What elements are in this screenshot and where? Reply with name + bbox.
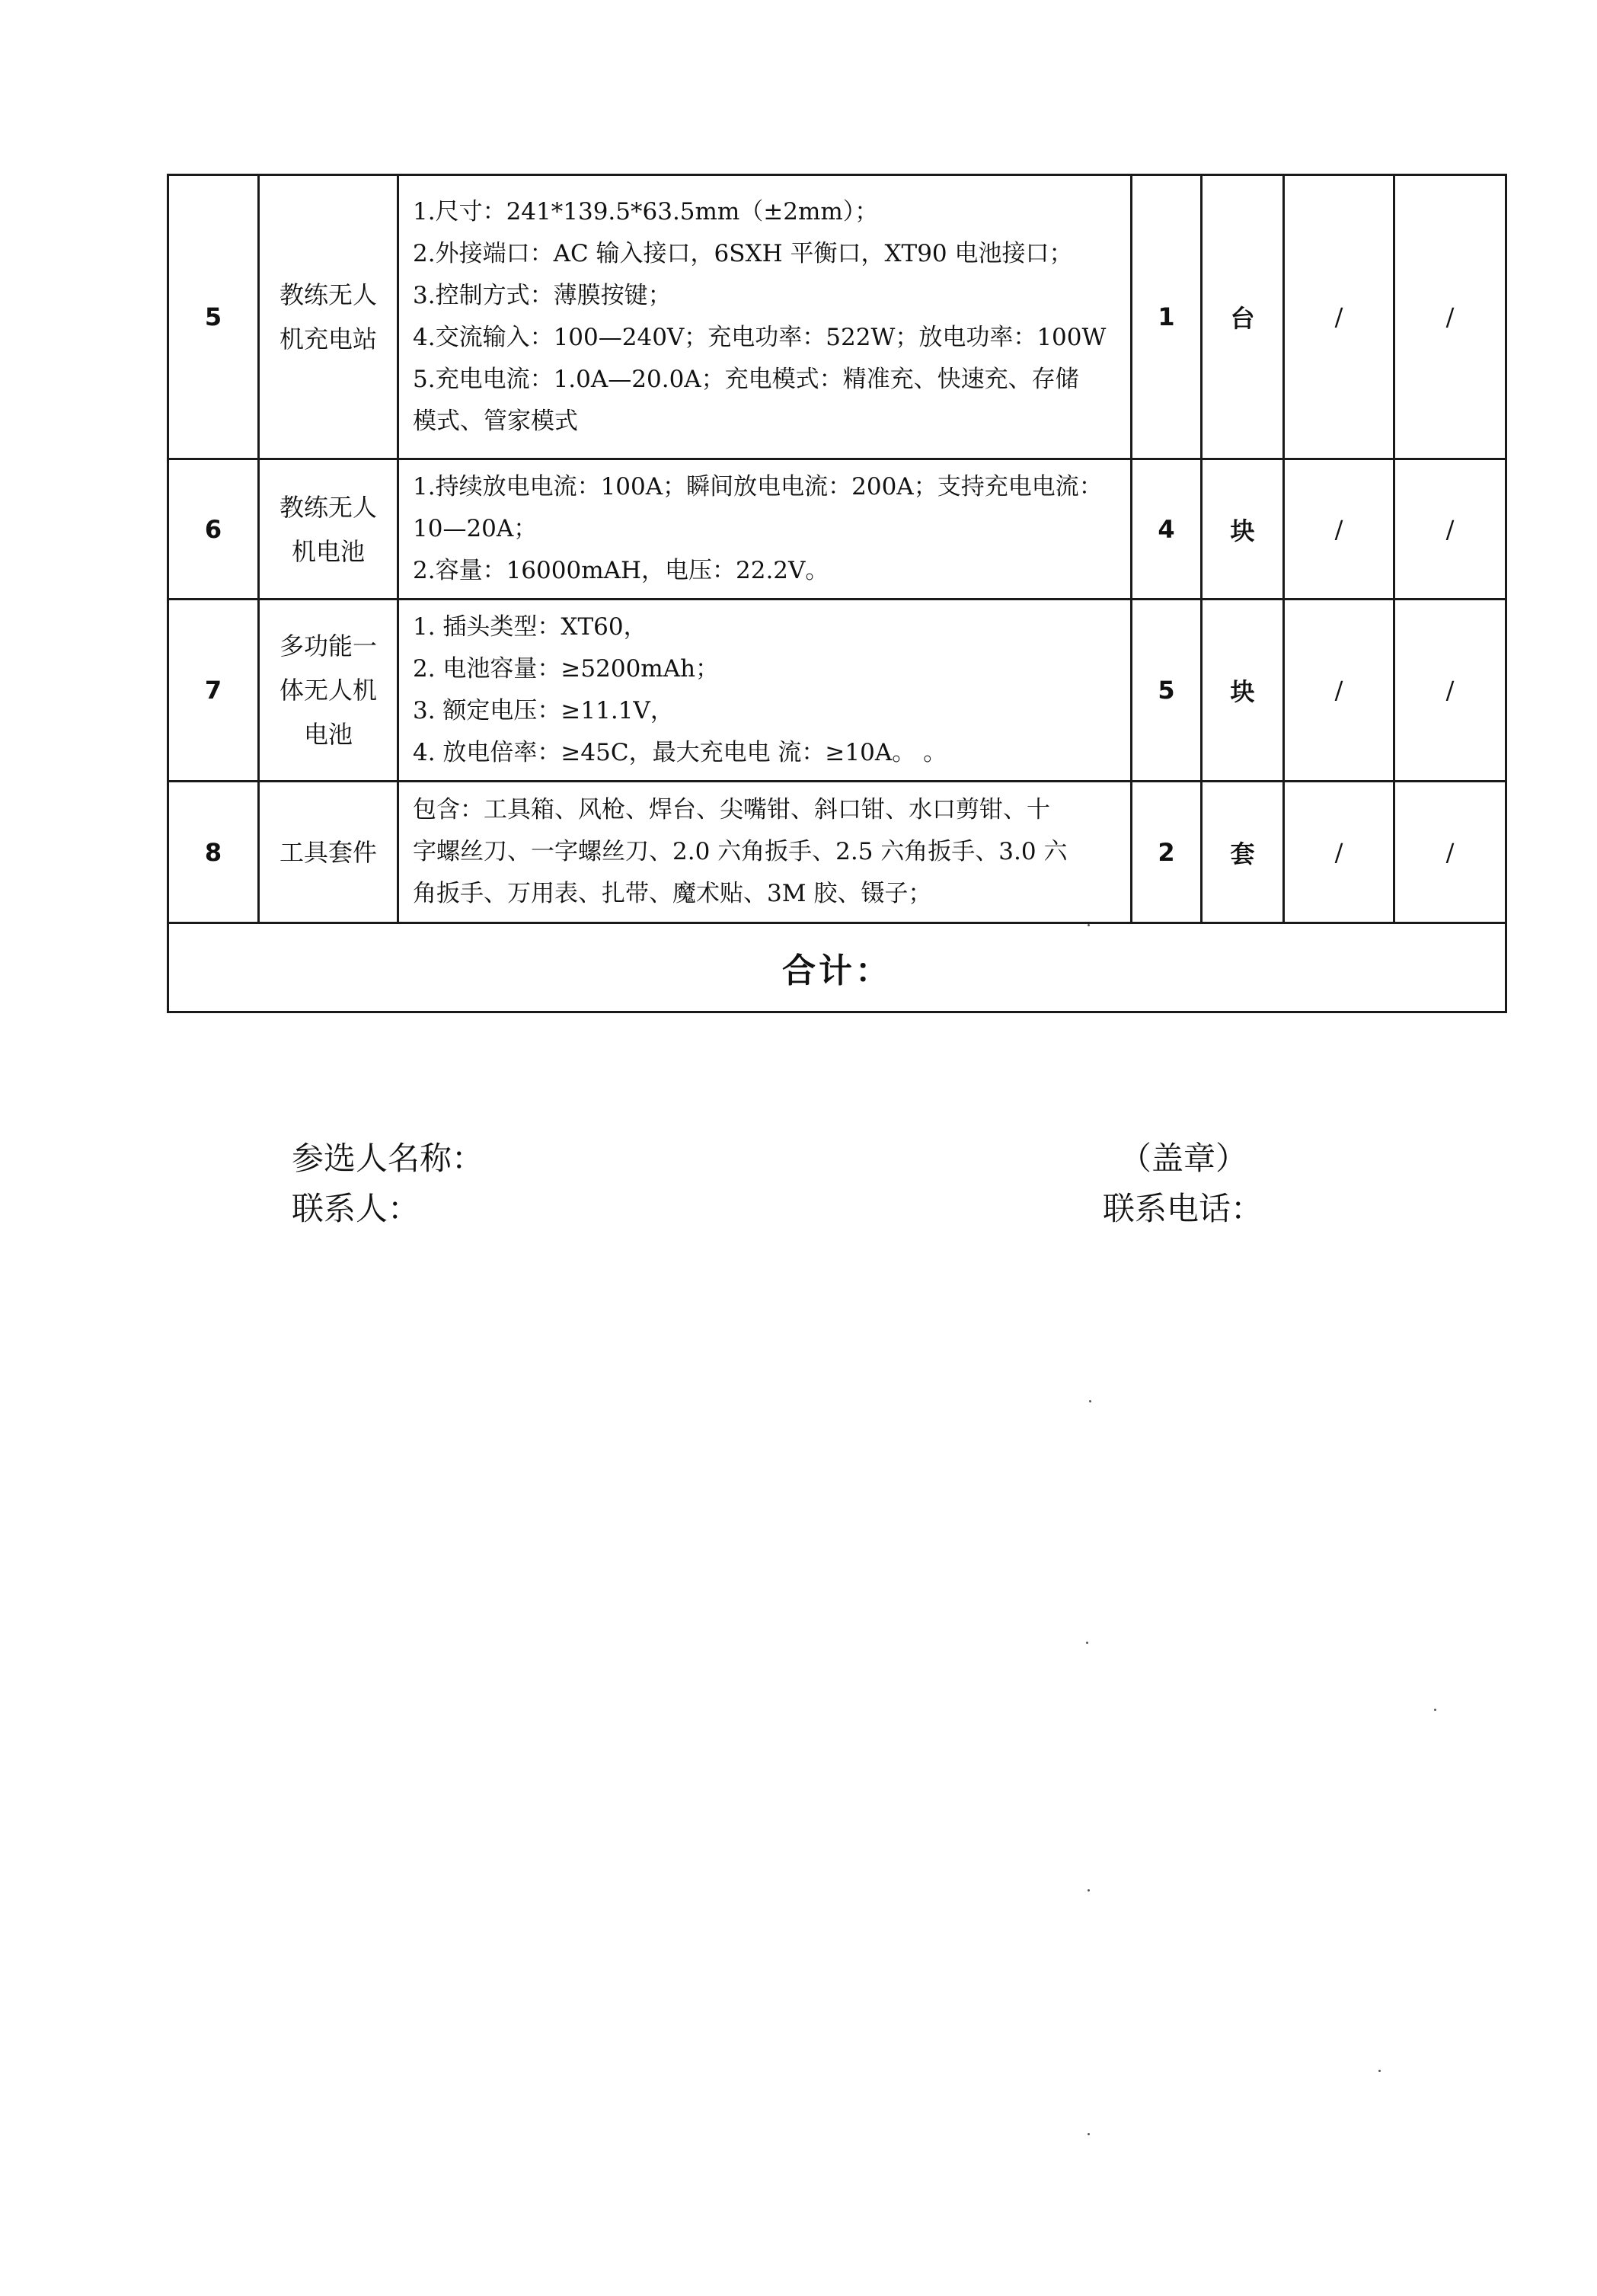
total-row xyxy=(168,923,1506,1012)
item-quantity-cell xyxy=(1132,782,1202,923)
item-spec-line: 字螺丝刀、一字螺丝刀、2.0 六角扳手、2.5 六角扳手、3.0 六 xyxy=(413,838,1068,865)
item-spec-cell xyxy=(398,459,1132,600)
item-number: 6 xyxy=(204,514,222,544)
item-spec-line: 1.持续放电电流：100A；瞬间放电电流：200A；支持充电电流： xyxy=(413,473,1103,500)
item-name-cell xyxy=(259,600,398,782)
item-spec-line: 4. 放电倍率：≥45C，最大充电电 流：≥10A。 。 xyxy=(413,739,947,766)
item-unit-price-cell xyxy=(1284,459,1394,600)
item-total-price: / xyxy=(1445,676,1455,705)
item-spec-cell xyxy=(398,175,1132,459)
scan-speck xyxy=(1088,1889,1090,1891)
item-unit-cell xyxy=(1202,175,1284,459)
item-spec-line: 5.充电电流：1.0A—20.0A；充电模式：精准充、快速充、存储 xyxy=(413,366,1079,393)
item-quantity: 1 xyxy=(1158,302,1175,331)
item-spec-line: 2. 电池容量：≥5200mAh； xyxy=(413,655,720,683)
item-unit-price: / xyxy=(1334,302,1343,331)
item-number: 7 xyxy=(204,676,222,705)
item-number: 5 xyxy=(204,302,222,331)
item-name-line: 机电池 xyxy=(291,536,365,566)
table-row xyxy=(168,600,1506,782)
item-quantity-cell xyxy=(1132,600,1202,782)
item-unit-cell xyxy=(1202,782,1284,923)
item-name-line: 电池 xyxy=(303,720,353,749)
item-spec-line: 3.控制方式：薄膜按键； xyxy=(413,282,672,309)
item-total-price-cell xyxy=(1394,175,1506,459)
item-number: 8 xyxy=(204,837,222,867)
table-row xyxy=(168,782,1506,923)
item-name-cell xyxy=(259,459,398,600)
item-quantity: 4 xyxy=(1158,514,1175,544)
scan-speck xyxy=(1378,2070,1381,2072)
item-unit-cell xyxy=(1202,600,1284,782)
item-spec-cell xyxy=(398,600,1132,782)
scan-speck xyxy=(1086,1642,1088,1644)
item-spec-line: 1.尺寸：241*139.5*63.5mm（±2mm）； xyxy=(413,198,879,225)
item-quantity-cell xyxy=(1132,175,1202,459)
scan-speck xyxy=(1088,924,1090,926)
items-table-body xyxy=(168,175,1506,1012)
item-total-price-cell xyxy=(1394,600,1506,782)
bidder-name-label: 参选人名称： xyxy=(292,1140,484,1177)
item-quantity-cell xyxy=(1132,459,1202,600)
item-unit-price-cell xyxy=(1284,782,1394,923)
item-total-price: / xyxy=(1445,514,1455,544)
total-cell xyxy=(168,923,1506,1012)
scan-speck xyxy=(1434,1709,1436,1711)
item-unit-price: / xyxy=(1334,514,1343,544)
item-spec-line: 2.外接端口：AC 输入接口，6SXH 平衡口，XT90 电池接口； xyxy=(413,240,1073,267)
item-unit-cell xyxy=(1202,459,1284,600)
item-spec-line: 模式、管家模式 xyxy=(413,408,578,435)
items-table xyxy=(167,174,1507,1013)
item-spec-line: 10—20A； xyxy=(413,515,538,542)
contact-person-label: 联系人： xyxy=(292,1190,420,1227)
item-total-price: / xyxy=(1445,302,1455,331)
item-unit: 块 xyxy=(1230,516,1255,545)
table-row xyxy=(168,175,1506,459)
item-unit: 块 xyxy=(1230,677,1255,706)
item-total-price-cell xyxy=(1394,459,1506,600)
item-number-cell xyxy=(168,782,259,923)
item-unit: 台 xyxy=(1230,304,1255,333)
item-total-price-cell xyxy=(1394,782,1506,923)
item-unit: 套 xyxy=(1230,839,1255,868)
item-unit-price: / xyxy=(1334,837,1343,867)
item-number-cell xyxy=(168,459,259,600)
item-quantity: 2 xyxy=(1158,837,1175,867)
item-unit-price-cell xyxy=(1284,175,1394,459)
item-name-line: 教练无人 xyxy=(279,280,377,309)
total-label: 合计： xyxy=(782,951,892,990)
item-name-line: 多功能一 xyxy=(279,632,377,660)
item-spec-line: 3. 额定电压：≥11.1V， xyxy=(413,697,674,724)
item-name-line: 工具套件 xyxy=(279,837,377,867)
item-name-line: 教练无人 xyxy=(279,492,377,522)
item-spec-cell xyxy=(398,782,1132,923)
item-name-cell xyxy=(259,175,398,459)
item-name-cell xyxy=(259,782,398,923)
item-unit-price-cell xyxy=(1284,600,1394,782)
item-spec-line: 包含：工具箱、风枪、焊台、尖嘴钳、斜口钳、水口剪钳、十 xyxy=(413,796,1050,823)
table-row xyxy=(168,459,1506,600)
item-name-line: 机充电站 xyxy=(279,325,377,353)
item-spec-line: 1. 插头类型：XT60， xyxy=(413,613,647,641)
scan-speck xyxy=(1089,1400,1091,1402)
item-spec-line: 2.容量：16000mAH，电压：22.2V。 xyxy=(413,557,829,584)
item-spec-line: 4.交流输入：100—240V；充电功率：522W；放电功率：100W xyxy=(413,324,1107,351)
scan-speck xyxy=(1088,2133,1090,2135)
item-number-cell xyxy=(168,600,259,782)
item-quantity: 5 xyxy=(1158,676,1175,705)
item-unit-price: / xyxy=(1334,676,1343,705)
seal-label: （盖章） xyxy=(1119,1140,1248,1177)
item-number-cell xyxy=(168,175,259,459)
contact-phone-label: 联系电话： xyxy=(1103,1190,1263,1227)
item-total-price: / xyxy=(1445,837,1455,867)
item-name-line: 体无人机 xyxy=(279,676,377,705)
item-spec-line: 角扳手、万用表、扎带、魔术贴、3M 胶、镊子； xyxy=(413,880,932,907)
